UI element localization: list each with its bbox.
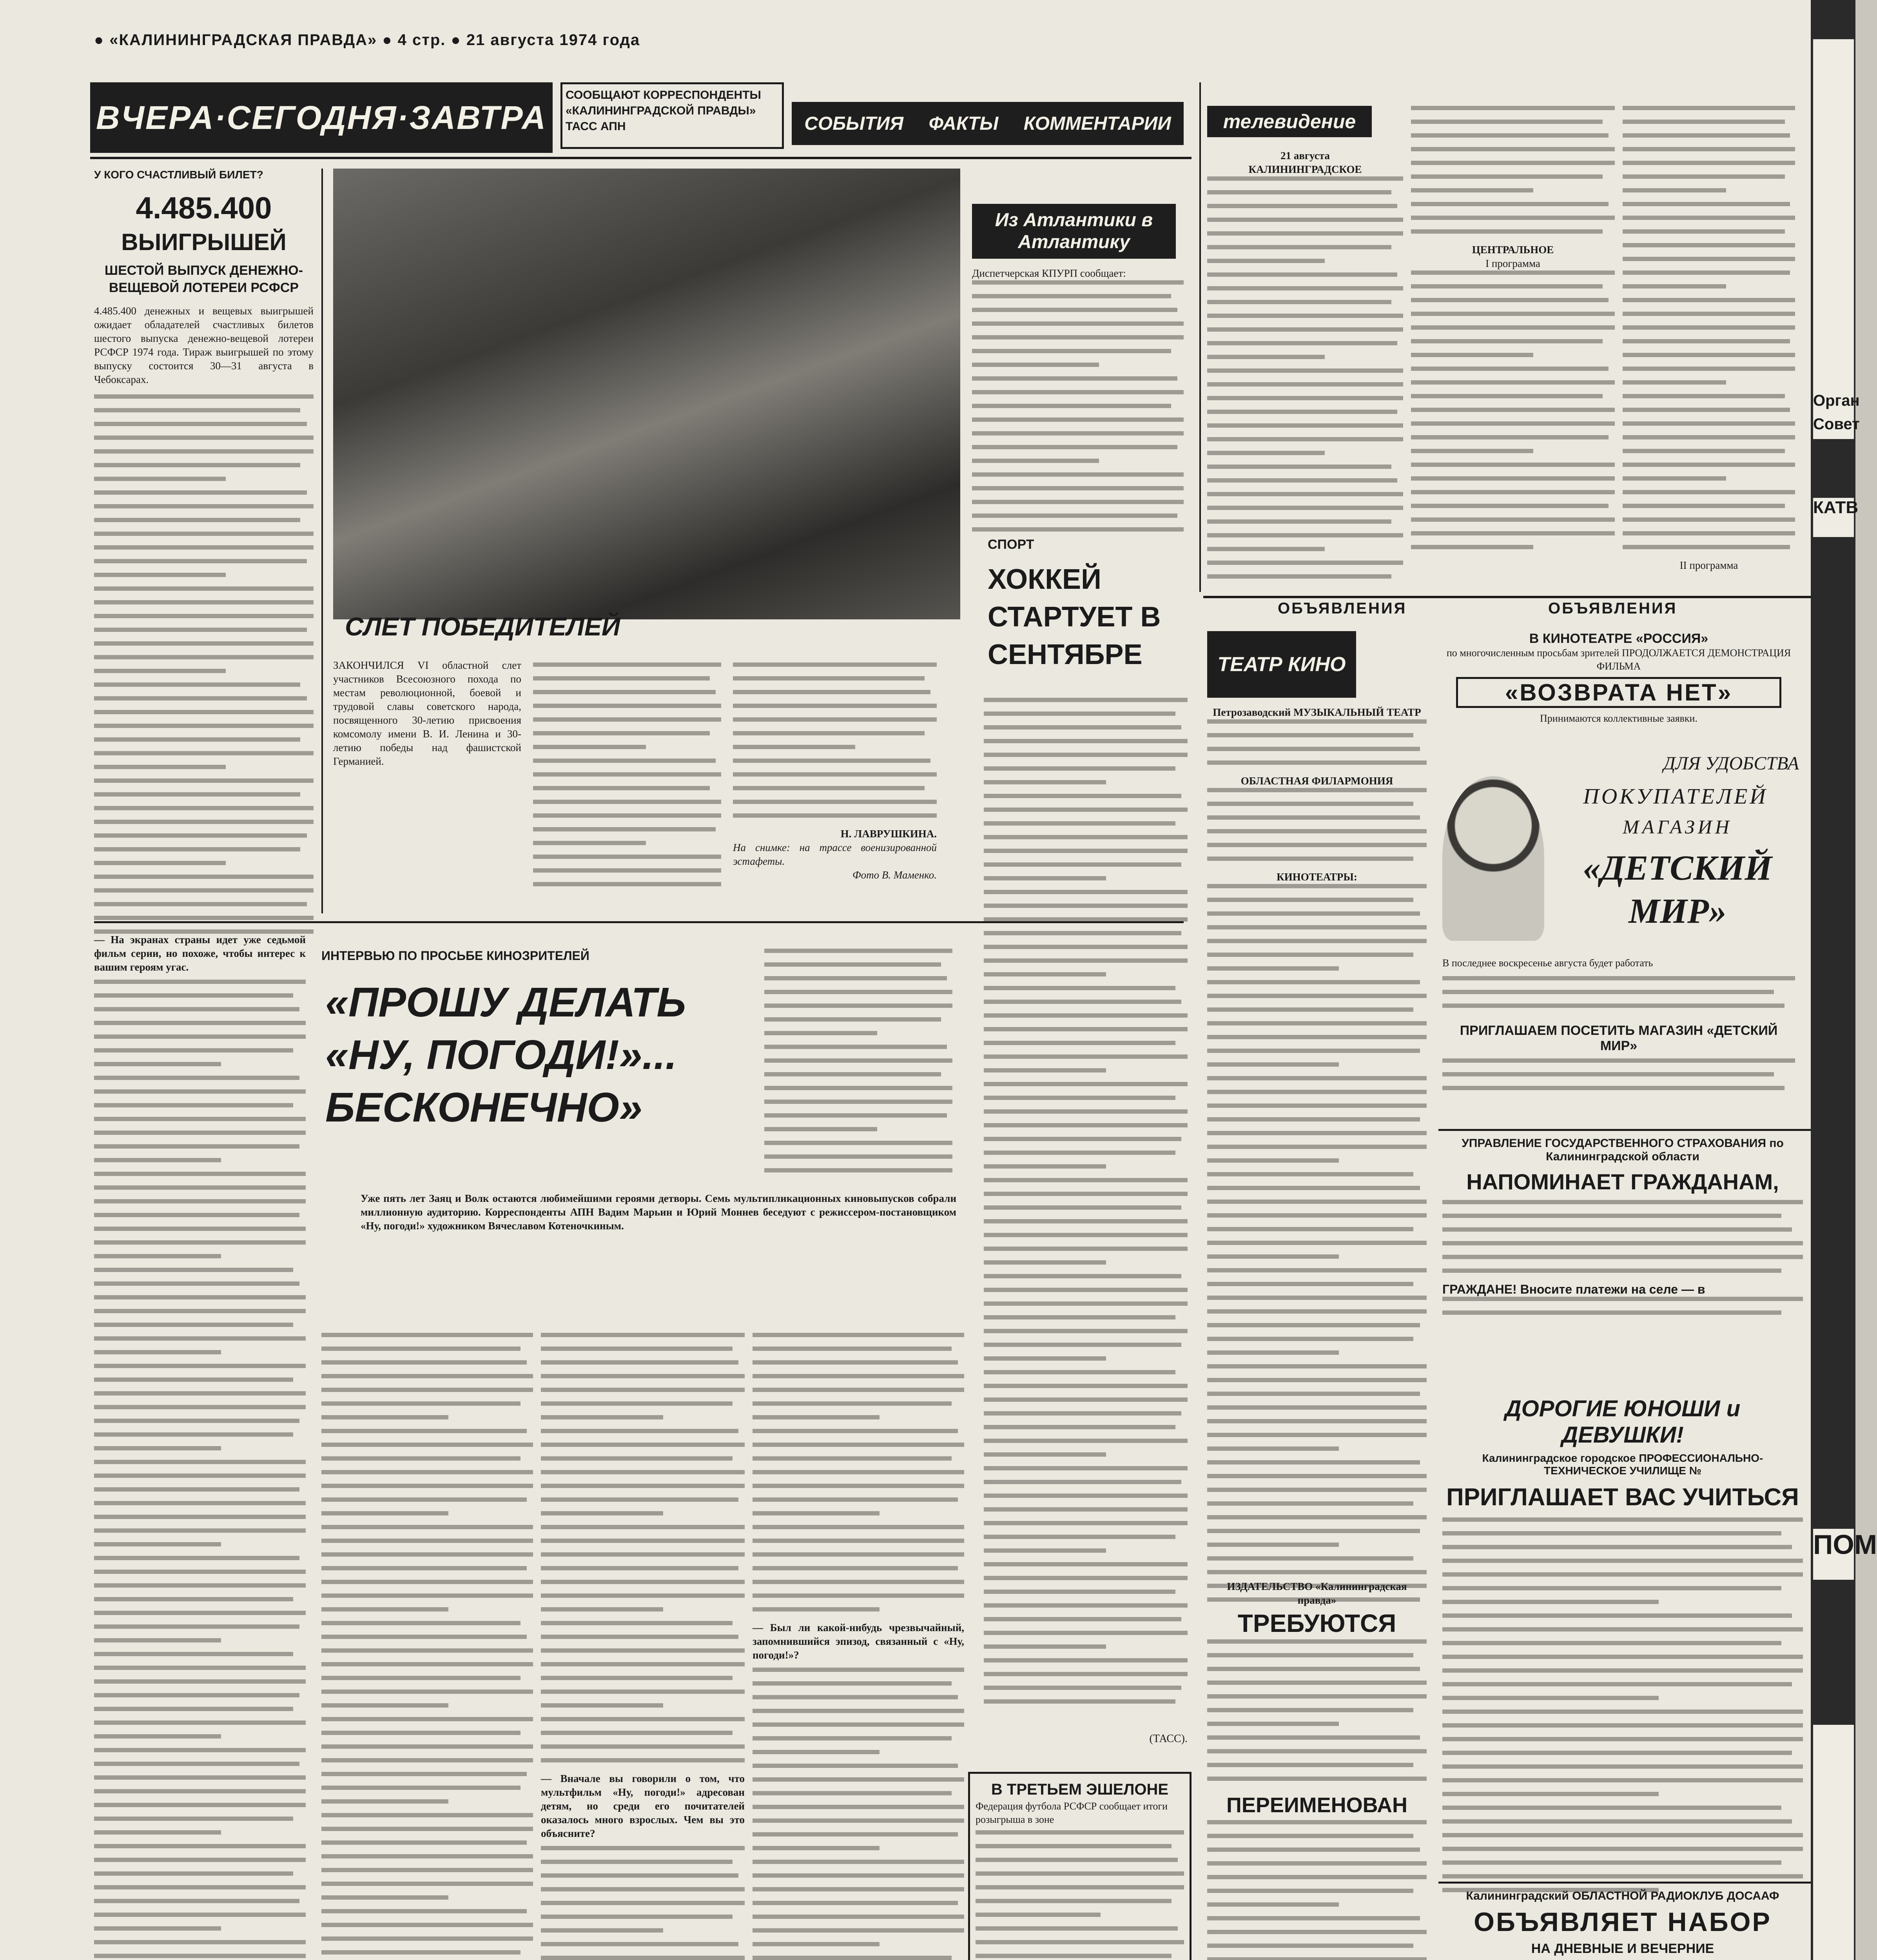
rubric-rule [90,157,1191,159]
renamed-title: ПЕРЕИМЕНОВАН [1226,1793,1407,1817]
slet-title: СЛЕТ ПОБЕДИТЕЛЕЙ [345,612,620,641]
store-body [1442,976,1795,1017]
rossiya-ad [1442,631,1795,745]
theater-schedule [1207,719,1427,765]
bullet-icon: ● [382,31,393,49]
rossiya-film: «ВОЗВРАТА НЕТ» [1456,677,1781,708]
interview-answer-1 [94,980,306,1960]
theater-ads [1207,706,1427,1568]
sport-title: ХОККЕЙ СТАРТУЕТ В СЕНТЯБРЕ [988,564,1161,670]
rubric-tab-comments: КОММЕНТАРИИ [1023,113,1171,134]
ads-rule [1438,1882,1811,1884]
lottery-lead: 4.485.400 денежных и вещевых выигрышей ожидает обладателей счастливых билетов шестого выпуска денежно-вещевой лотереи РСФСР 1974 года. Тираж выигрышей по этому выпуску состоится 30—31 августа в Чебоксарах. [94,305,314,385]
renamed-body [1207,1820,1427,1960]
insurance-org: УПРАВЛЕНИЕ ГОСУДАРСТВЕННОГО СТРАХОВАНИЯ по Калининградской области [1462,1137,1784,1163]
philharmonic-schedule [1207,788,1427,861]
doll-illustration [1442,776,1544,941]
sport-body [984,698,1188,1717]
tv-schedule-right [1623,106,1795,549]
interview-question-2: — Вначале вы говорили о том, что мультфильм «Ну, погоди!» адресован детям, но среди его почитателей оказалось много взрослых. Чем вы это объясните? [541,1773,745,1839]
interview-question-1: — На экранах страны идет уже седьмой фильм серии, но похоже, чтобы интерес к вашим героям угас. [94,934,306,973]
interview-col-1 [94,933,306,1960]
edge-text-4: ПОМ [1813,1529,1854,1580]
store-cta: ПРИГЛАШАЕМ ПОСЕТИТЬ МАГАЗИН «ДЕТСКИЙ МИР» [1460,1023,1778,1053]
interview-answer-3 [541,1333,745,1762]
small-ads-column [1207,1580,1427,1960]
interview-kicker: ИНТЕРВЬЮ ПО ПРОСЬБЕ КИНОЗРИТЕЛЕЙ [321,949,589,963]
interview-col-3 [541,1333,745,1960]
edge-block [1813,1725,1854,1960]
sport-source: (ТАСС). [1149,1733,1188,1745]
page-number: 4 стр. [397,31,446,49]
ads-rule [1203,596,1811,598]
interview-col-2 [321,1333,533,1960]
insurance-body [1442,1200,1803,1273]
tv-title: телевидение [1207,106,1372,137]
detsky-mir-ad [1442,753,1803,1105]
ads-header-left: ОБЪЯВЛЕНИЯ [1278,600,1407,617]
tv-central: ЦЕНТРАЛЬНОЕ [1472,244,1554,256]
slet-body-1 [533,662,721,902]
edge-text-3: КАТВ [1813,498,1854,537]
echelon-title: В ТРЕТЬЕМ ЭШЕЛОНЕ [991,1781,1169,1798]
slet-body-2-text [733,662,937,818]
column-rule [321,169,323,913]
slet-photo [333,169,960,619]
tv-station-schedule [1207,176,1403,579]
store-name: «ДЕТСКИЙ МИР» [1583,849,1772,931]
tv-column-2 [1411,106,1615,592]
interview-col-4 [753,1333,964,1960]
ads-header-right: ОБЪЯВЛЕНИЯ [1548,600,1678,617]
radioclub-title: ОБЪЯВЛЯЕТ НАБОР [1474,1907,1772,1937]
rubric-tabs [792,102,1184,145]
interview-question-3: — Был ли какой-нибудь чрезвычайный, запомнившийся эпизод, связанный с «Ну, погоди!»? [753,1622,964,1661]
radioclub-ad [1442,1889,1803,1960]
school-title: ДОРОГИЕ ЮНОШИ и ДЕВУШКИ! [1505,1396,1741,1448]
adjacent-page-edge [1811,0,1877,1960]
interview-lead: Уже пять лет Заяц и Волк остаются любимейшими героями детворы. Семь мультипликационных киновыпусков собрали миллионную аудиторию. Корреспонденты АПН Вадим Марьин и Юрий Моннев беседуют с режиссером-постановщиком «Ну, погоди!» художником Вячеславом Котеночкиным. [361,1192,956,1232]
publisher: ИЗДАТЕЛЬСТВО «Калининградская правда» [1227,1581,1407,1606]
tv-program-2: II программа [1679,559,1738,571]
edge-block [1813,39,1854,412]
slet-lead: ЗАКОНЧИЛСЯ VI областной слет участников Всесоюзного похода по местам революционной, боевой и трудовой славы советского народа, посвященного 30-летию присвоения комсомолу имени В. И. Ленина и 30-летию победы над фашистской Германией. [333,659,521,767]
school-cta: ПРИГЛАШАЕТ ВАС УЧИТЬСЯ [1446,1484,1799,1511]
bullet-icon: ● [94,31,105,49]
lottery-kicker: У КОГО СЧАСТЛИВЫЙ БИЛЕТ? [94,169,263,181]
rossiya-title: В КИНОТЕАТРЕ «РОССИЯ» [1529,631,1708,646]
atlantic-lead: Диспетчерская КПУРП сообщает: [972,267,1126,279]
store-line-3: МАГАЗИН [1623,816,1732,838]
atlantic-body [972,280,1184,532]
tv-program-1-schedule [1411,270,1615,549]
echelon-body [976,1830,1184,1960]
theater-name: Петрозаводский МУЗЫКАЛЬНЫЙ ТЕАТР [1213,706,1421,718]
slet-photo-credit: Фото В. Маменко. [852,869,937,881]
tv-schedule-top [1411,106,1615,234]
rubric-tab-facts: ФАКТЫ [929,113,999,134]
lottery-headline: ВЫИГРЫШЕЙ [121,229,287,255]
interview-answer-5 [753,1333,964,1612]
slet-author: Н. ЛАВРУШКИНА. [840,828,937,840]
atlantic-article [972,267,1184,541]
insurance-ad [1442,1137,1803,1388]
lottery-number: 4.485.400 [136,191,272,225]
school-ad [1442,1396,1803,1874]
lottery-subheadline: ШЕСТОЙ ВЫПУСК ДЕНЕЖНО-ВЕЩЕВОЙ ЛОТЕРЕИ РСФСР [104,263,303,295]
radioclub-subtitle: НА ДНЕВНЫЕ И ВЕЧЕРНИЕ [1531,1941,1714,1956]
tv-column-3 [1623,106,1795,592]
bullet-icon: ● [451,31,461,49]
school-body [1442,1517,1803,1892]
store-line-1: ДЛЯ УДОБСТВА [1663,753,1799,774]
echelon-lead: Федерация футбола РСФСР сообщает итоги розыгрыша в зоне [976,1800,1168,1825]
rossiya-note: Принимаются коллективные заявки. [1540,713,1697,724]
atlantic-title: Из Атлантики в Атлантику [972,204,1176,259]
issue-date: 21 августа 1974 года [466,31,640,49]
interview-col-top [764,949,952,1192]
tv-date: 21 августа [1280,150,1330,162]
store-sub: В последнее воскресенье августа будет работать [1442,957,1653,969]
interview-title: «ПРОШУ ДЕЛАТЬ «НУ, ПОГОДИ!»... БЕСКОНЕЧНО» [325,979,686,1131]
interview-answer-6 [753,1668,964,1960]
sport-kicker: СПОРТ [988,537,1034,552]
slet-body-2 [733,662,937,902]
lottery-article [94,169,314,913]
tv-station: КАЛИНИНГРАДСКОЕ [1248,163,1362,175]
required-body [1207,1639,1427,1781]
cinemas-schedule [1207,884,1427,1602]
rossiya-subtitle: по многочисленным просьбам зрителей ПРОДОЛЖАЕТСЯ ДЕМОНСТРАЦИЯ ФИЛЬМА [1446,647,1791,672]
interview-answer-4 [541,1846,745,1960]
required-title: ТРЕБУЮТСЯ [1237,1609,1396,1637]
rubric-title: ВЧЕРА·СЕГОДНЯ·ЗАВТРА [90,82,553,153]
rubric-subtitle: СООБЩАЮТ КОРРЕСПОНДЕНТЫ «КАЛИНИНГРАДСКОЙ ПРАВДЫ» ТАСС АПН [560,82,784,149]
rubric-tab-events: СОБЫТИЯ [804,113,904,134]
page-header [94,31,1270,59]
section-rule [94,921,1184,923]
insurance-title: НАПОМИНАЕТ ГРАЖДАНАМ, [1466,1169,1779,1194]
tv-column-1 [1207,149,1403,592]
edge-text-2: Совет [1813,416,1854,439]
slet-caption: На снимке: на трассе военизированной эстафеты. [733,842,937,867]
radioclub-org: Калининградский ОБЛАСТНОЙ РАДИОКЛУБ ДОСААФ [1466,1889,1779,1902]
lottery-body [94,394,314,934]
edge-text-1: Орган [1813,392,1854,439]
insurance-cta: ГРАЖДАНЕ! Вносите платежи на селе — в [1442,1282,1705,1296]
tv-program-1: I программа [1485,258,1540,269]
echelon-box [968,1772,1191,1960]
store-hours [1442,1058,1795,1100]
newspaper-name: «КАЛИНИНГРАДСКАЯ ПРАВДА» [109,31,377,49]
cinemas-title: КИНОТЕАТРЫ: [1277,871,1357,883]
insurance-body-2 [1442,1297,1803,1315]
philharmonic-title: ОБЛАСТНАЯ ФИЛАРМОНИЯ [1240,775,1393,787]
school-org: Калининградское городское ПРОФЕССИОНАЛЬНО-ТЕХНИЧЕСКОЕ УЧИЛИЩЕ № [1482,1452,1763,1477]
store-line-2: ПОКУПАТЕЛЕЙ [1583,784,1768,809]
ads-rule [1438,1129,1811,1131]
column-rule [1199,82,1201,592]
theater-logo: ТЕАТР КИНО [1207,631,1356,698]
